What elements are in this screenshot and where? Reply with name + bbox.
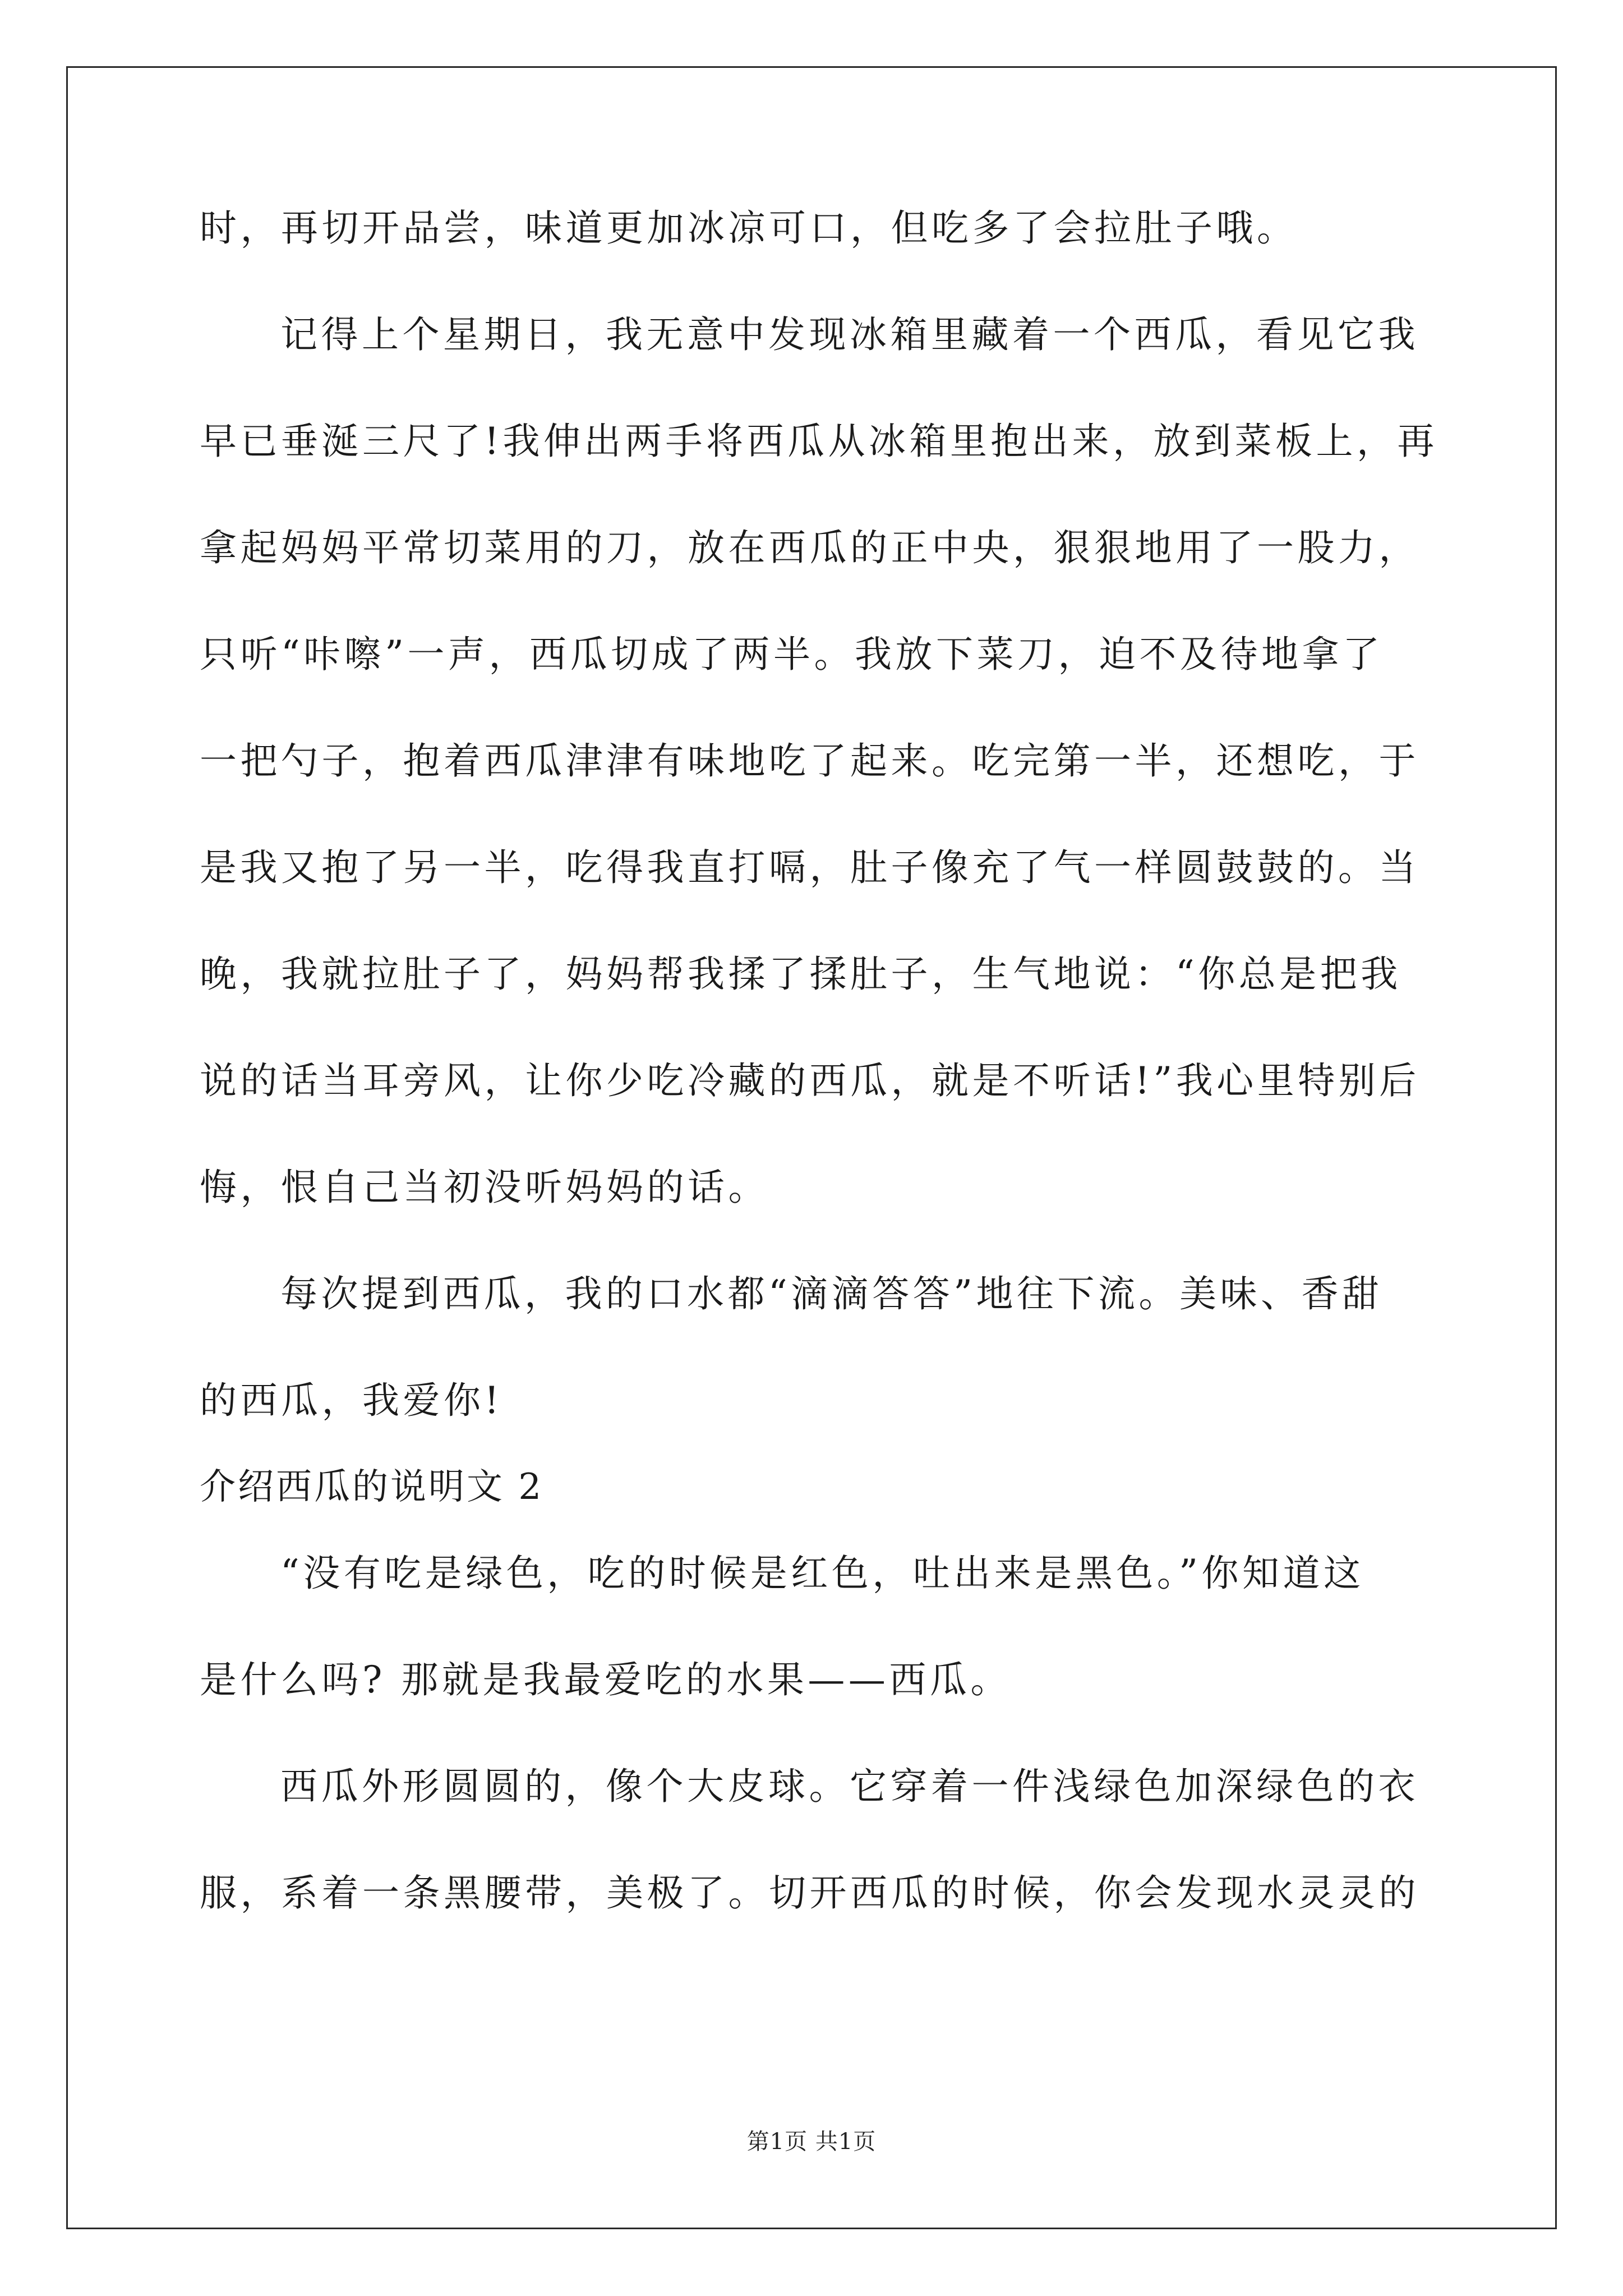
document-body bbox=[200, 202, 1438, 1920]
page-number: 第1页 共1页 bbox=[746, 2129, 877, 2155]
text-line: 晚，我就拉肚子了，妈妈帮我揉了揉肚子，生气地说：“你总是把我 bbox=[200, 953, 1401, 996]
text-line: 是我又抱了另一半，吃得我直打嗝，肚子像充了气一样圆鼓鼓的。当 bbox=[200, 846, 1419, 889]
text-line: 时，再切开品尝，味道更加冰凉可口，但吃多了会拉肚子哦。 bbox=[200, 206, 1298, 250]
text-line: 悔，恨自己当初没听妈妈的话。 bbox=[200, 1166, 769, 1209]
text-line: 西瓜外形圆圆的，像个大皮球。它穿着一件浅绿色加深绿色的衣 bbox=[280, 1765, 1419, 1808]
text-line: 拿起妈妈平常切菜用的刀，放在西瓜的正中央，狠狠地用了一股力， bbox=[200, 526, 1419, 569]
text-line: 是什么吗? 那就是我最爱吃的水果——西瓜。 bbox=[200, 1658, 1011, 1701]
text-line: 只听“咔嚓”一声，西瓜切成了两半。我放下菜刀，迫不及待地拿了 bbox=[200, 633, 1384, 676]
text-line: 的西瓜，我爱你! bbox=[200, 1379, 503, 1422]
text-line: 每次提到西瓜，我的口水都“滴滴答答”地往下流。美味、香甜 bbox=[280, 1272, 1383, 1315]
text-line: 记得上个星期日，我无意中发现冰箱里藏着一个西瓜，看见它我 bbox=[280, 313, 1419, 356]
text-line: 服，系着一条黑腰带，美极了。切开西瓜的时候，你会发现水灵灵的 bbox=[200, 1871, 1419, 1915]
text-line: 早已垂涎三尺了!我伸出两手将西瓜从冰箱里抱出来，放到菜板上，再 bbox=[200, 420, 1438, 463]
section-heading: 介绍西瓜的说明文 2 bbox=[200, 1466, 544, 1508]
text-line: 一把勺子，抱着西瓜津津有味地吃了起来。吃完第一半，还想吃，于 bbox=[200, 739, 1419, 783]
text-line: “没有吃是绿色，吃的时候是红色，吐出来是黑色。”你知道这 bbox=[280, 1552, 1364, 1595]
text-line: 说的话当耳旁风，让你少吃冷藏的西瓜，就是不听话!”我心里特别后 bbox=[200, 1059, 1420, 1102]
